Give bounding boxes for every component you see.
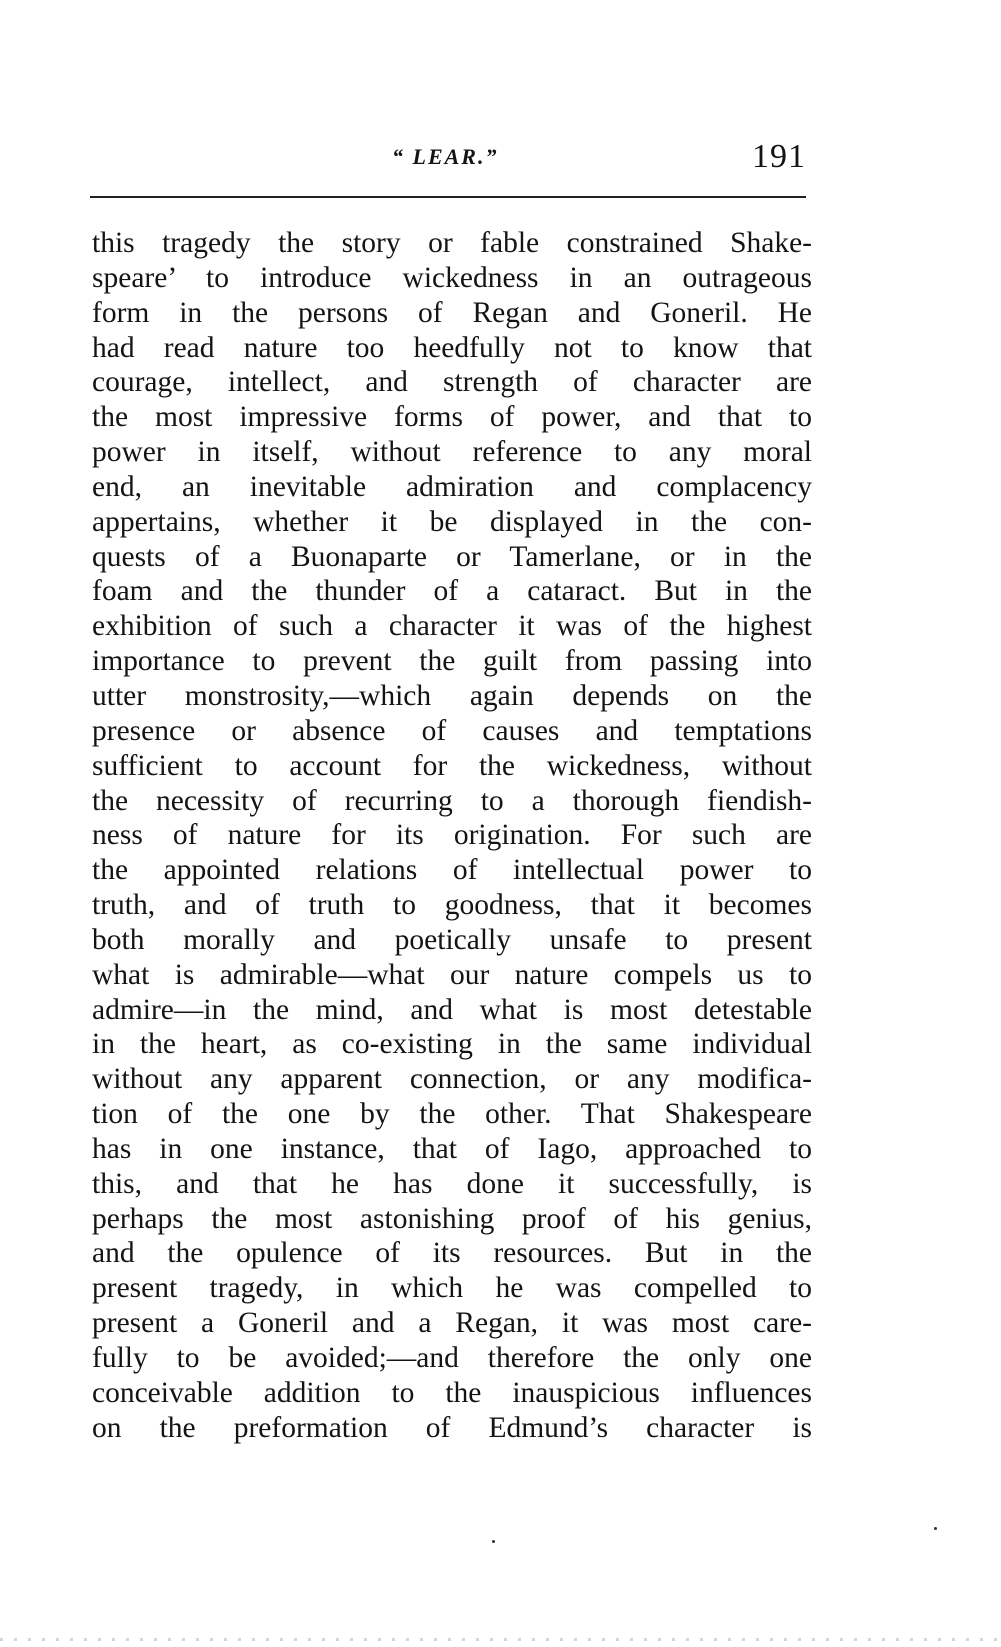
scan-edge-noise: [0, 1638, 1001, 1641]
text-line: has in one instance, that of Iago, approached to: [92, 1132, 812, 1165]
text-line: the appointed relations of intellectual power to: [92, 854, 812, 887]
text-line: this tragedy the story or fable constrained Shake-: [92, 227, 812, 259]
text-line: appertains, whether it be displayed in the con-: [92, 505, 812, 538]
text-line: courage, intellect, and strength of character are: [92, 366, 812, 399]
text-line: present a Goneril and a Regan, it was most care-: [92, 1307, 812, 1340]
text-line: without any apparent connection, or any modifica-: [92, 1063, 812, 1096]
ink-speck: [492, 1540, 495, 1543]
text-line: exhibition of such a character it was of the highest: [92, 610, 812, 643]
ink-speck: [934, 1527, 937, 1530]
text-line: conceivable addition to the inauspicious influences: [92, 1376, 812, 1409]
text-line: power in itself, without reference to any moral: [92, 436, 812, 469]
text-line: admire—in the mind, and what is most detestable: [92, 993, 812, 1026]
text-line: the most impressive forms of power, and that to: [92, 401, 812, 434]
text-line: quests of a Buonaparte or Tamerlane, or in the: [92, 540, 812, 573]
text-line: tion of the one by the other. That Shakespeare: [92, 1098, 812, 1131]
page-number: 191: [752, 138, 806, 175]
text-line: ness of nature for its origination. For such are: [92, 819, 812, 852]
body-text: [92, 226, 812, 1446]
text-line: on the preformation of Edmund’s character is: [92, 1411, 812, 1444]
header-rule: [90, 196, 806, 198]
text-line: perhaps the most astonishing proof of his genius,: [92, 1202, 812, 1235]
text-line: in the heart, as co-existing in the same individual: [92, 1028, 812, 1061]
text-line: end, an inevitable admiration and complacency: [92, 470, 812, 503]
text-line: had read nature too heedfully not to know that: [92, 331, 812, 364]
text-line: foam and the thunder of a cataract. But in the: [92, 575, 812, 608]
running-title: “ LEAR.”: [392, 144, 499, 169]
text-line: sufficient to account for the wickedness, without: [92, 749, 812, 782]
text-line: and the opulence of its resources. But in the: [92, 1237, 812, 1270]
text-line: speare’ to introduce wickedness in an outrageous: [92, 261, 812, 294]
text-line: form in the persons of Regan and Goneril. He: [92, 296, 812, 329]
text-line: this, and that he has done it successfully, is: [92, 1167, 812, 1200]
text-line: what is admirable—what our nature compels us to: [92, 958, 812, 991]
text-line: presence or absence of causes and temptations: [92, 714, 812, 747]
text-line: present tragedy, in which he was compelled to: [92, 1272, 812, 1305]
text-line: importance to prevent the guilt from passing into: [92, 645, 812, 678]
text-line: truth, and of truth to goodness, that it becomes: [92, 889, 812, 922]
text-line: fully to be avoided;—and therefore the only one: [92, 1342, 812, 1374]
text-line: both morally and poetically unsafe to present: [92, 923, 812, 956]
text-line: utter monstrosity,—which again depends on the: [92, 679, 812, 712]
text-line: the necessity of recurring to a thorough fiendish-: [92, 784, 812, 817]
running-head: [92, 138, 812, 178]
